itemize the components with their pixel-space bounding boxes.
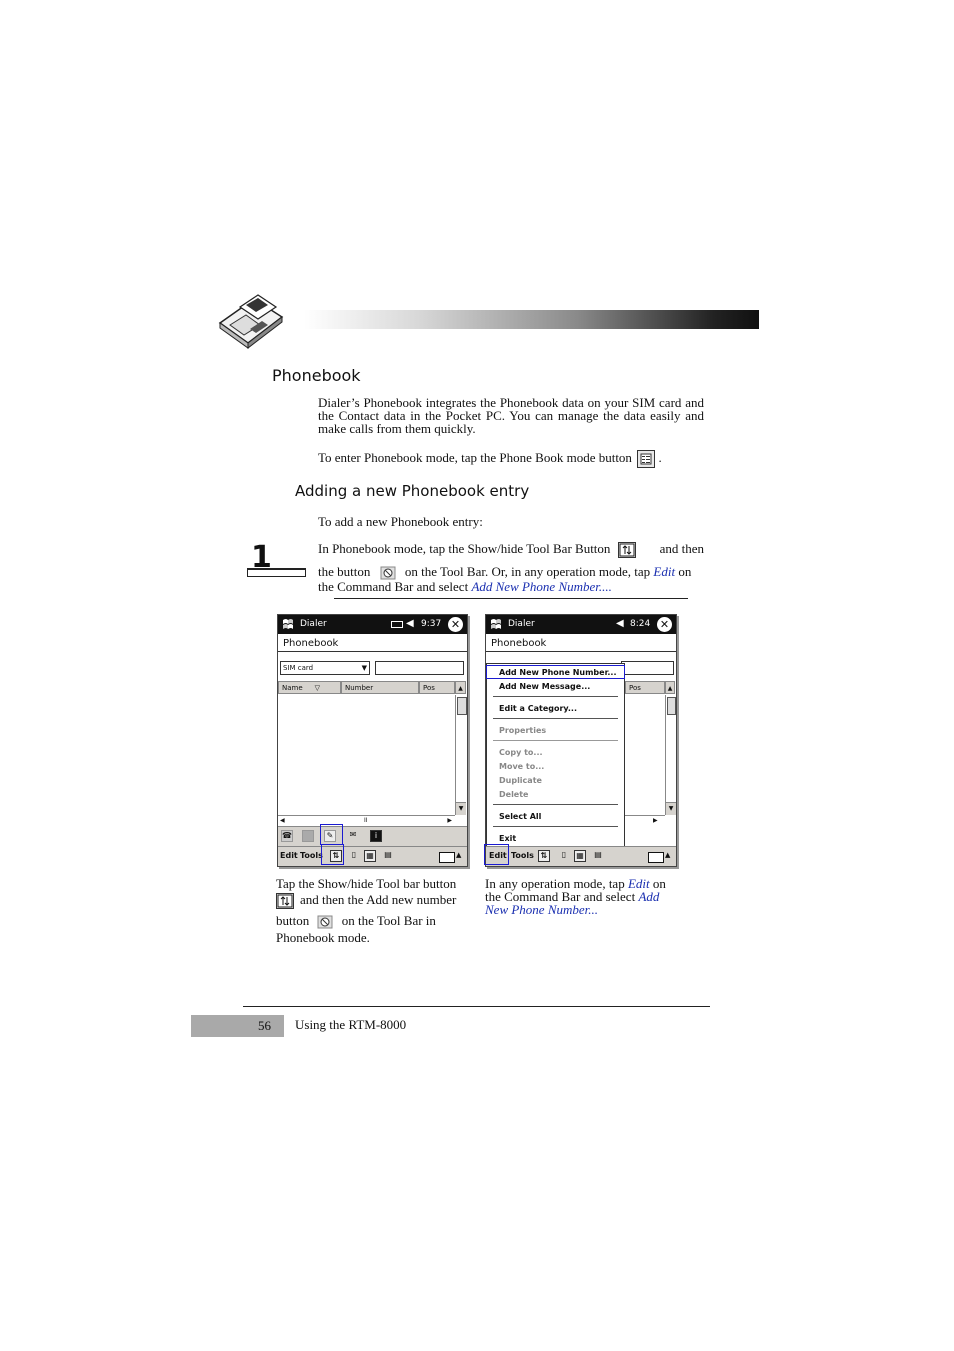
card-tool-icon[interactable]	[302, 830, 314, 842]
menu-separator	[493, 718, 618, 719]
title-bar	[278, 615, 467, 634]
enter-mode-text: To enter Phonebook mode, tap the Phone Book mode button	[318, 449, 632, 465]
dropdown-arrow-icon: ▼	[361, 664, 367, 672]
vertical-scrollbar[interactable]	[665, 695, 676, 815]
keyboard-icon[interactable]	[648, 852, 664, 863]
command-bar	[486, 846, 676, 866]
step-underline	[247, 568, 306, 577]
menu-separator	[493, 826, 618, 827]
caption-left-line-1: Tap the Show/hide Tool bar button	[276, 876, 457, 891]
footer-text: Using the RTM-8000	[295, 1017, 407, 1032]
menu-add-new-message[interactable]: Add New Message...	[499, 682, 591, 691]
menu-select-all[interactable]: Select All	[499, 812, 542, 821]
command-bar	[278, 846, 467, 866]
history-mode-icon[interactable]: ▤	[594, 850, 602, 859]
menu-properties: Properties	[499, 726, 547, 735]
col-pos-label: Pos	[629, 684, 641, 692]
search-input[interactable]	[621, 661, 674, 675]
header-gradient-bar	[304, 310, 759, 329]
screenshot-left	[277, 614, 468, 867]
highlight-show-hide-button	[321, 844, 344, 865]
scroll-thumb[interactable]	[457, 697, 467, 715]
windows-start-icon[interactable]	[281, 617, 295, 631]
page-number-tab	[191, 1015, 284, 1037]
section-title: Phonebook	[272, 366, 361, 385]
scroll-right-button[interactable]: ▶	[447, 817, 452, 824]
caption-left	[276, 877, 471, 944]
show-hide-toolbar-icon	[276, 893, 294, 909]
speaker-icon: ◀	[616, 618, 624, 629]
battery-icon	[391, 621, 403, 628]
vertical-scrollbar[interactable]	[455, 695, 467, 815]
keyboard-arrow-icon[interactable]: ▲	[665, 851, 671, 859]
step-line-1-a: In Phonebook mode, tap the Show/hide Tool Bar Button	[318, 541, 611, 556]
sim-mode-icon[interactable]: ▯	[561, 850, 567, 859]
edit-link[interactable]: Edit	[653, 564, 676, 579]
enter-mode-end: .	[658, 449, 662, 465]
hscroll-thumb[interactable]: II	[364, 817, 368, 824]
speaker-icon: ◀	[406, 618, 414, 629]
intro-paragraph: Dialer’s Phonebook integrates the Phonebook data on your SIM card and the Contact data in the Pocket PC. You can manage the data easily and make calls from them quickly.	[318, 395, 704, 436]
highlight-edit-menu	[484, 844, 509, 865]
tool-bar	[278, 826, 467, 846]
search-input[interactable]	[375, 661, 464, 675]
menu-separator	[493, 740, 618, 741]
subtitle-text: Phonebook	[283, 638, 339, 649]
col-name[interactable]	[278, 681, 341, 694]
subtitle-bar	[486, 635, 676, 652]
caption-new-phone-number-link[interactable]: New Phone Number...	[485, 902, 599, 917]
dial-tool-icon[interactable]: ☎	[282, 831, 292, 840]
step-marker	[247, 540, 308, 581]
enter-mode-paragraph	[318, 450, 662, 468]
menu-duplicate: Duplicate	[499, 776, 542, 785]
col-number[interactable]	[341, 681, 419, 694]
screenshot-right	[485, 614, 677, 867]
caption-left-line-3-b: on the Tool Bar in	[341, 913, 436, 929]
step-line-3-a: the Command Bar and select	[318, 579, 469, 594]
page-number: 56	[258, 1018, 271, 1033]
scroll-left-button[interactable]: ◀	[280, 817, 285, 824]
footer-rule	[243, 1006, 710, 1007]
menu-separator	[493, 804, 618, 805]
scroll-right-button[interactable]: ▶	[653, 817, 658, 824]
caption-right-line-2-a: the Command Bar and select	[485, 889, 636, 904]
step-line-2-b: on the Tool Bar. Or, in any operation mode, tap	[404, 564, 651, 579]
sort-icon: ▽	[314, 684, 321, 692]
add-number-tool-icon	[380, 566, 396, 580]
scroll-thumb[interactable]	[667, 697, 676, 715]
col-name-label: Name	[282, 684, 303, 692]
add-new-phone-number-link[interactable]: Add New Phone Number....	[471, 579, 612, 594]
chapter-icon	[216, 293, 286, 349]
title-bar	[486, 615, 676, 634]
caption-left-line-3-a: button	[276, 913, 310, 929]
col-pos-label: Pos	[423, 684, 435, 692]
step-line-2-c: on	[678, 564, 692, 579]
keyboard-icon[interactable]	[439, 852, 455, 863]
menu-add-new-phone-number[interactable]: Add New Phone Number...	[499, 668, 617, 677]
phonebook-mode-button[interactable]: ▦	[574, 850, 586, 862]
windows-start-icon[interactable]	[489, 617, 503, 631]
add-number-tool-icon[interactable]: ✎	[324, 830, 336, 842]
horizontal-scrollbar-right[interactable]	[625, 815, 665, 827]
phonebook-mode-button[interactable]: ▦	[364, 850, 376, 862]
clock: 8:24	[630, 619, 651, 629]
menu-separator	[493, 696, 618, 697]
step-number: 1	[251, 540, 272, 575]
caption-left-line-2-text: and then the Add new number	[300, 892, 457, 907]
app-title: Dialer	[300, 619, 327, 629]
clock: 9:37	[421, 619, 442, 629]
scroll-down-button[interactable]: ▼	[666, 802, 676, 815]
scroll-up-button[interactable]: ▲	[455, 681, 466, 694]
menu-edit-category[interactable]: Edit a Category...	[499, 704, 578, 713]
phonebook-mode-icon	[637, 450, 655, 468]
step-line-1	[318, 542, 704, 558]
col-pos[interactable]	[419, 681, 455, 694]
scroll-up-button[interactable]: ▲	[665, 681, 675, 694]
message-tool-icon[interactable]: ✉	[349, 830, 357, 839]
keyboard-arrow-icon[interactable]: ▲	[456, 851, 462, 859]
sim-dropdown[interactable]	[280, 661, 370, 675]
caption-left-line-4: Phonebook mode.	[276, 930, 370, 946]
subsection-lead: To add a new Phonebook entry:	[318, 514, 483, 529]
close-icon[interactable]: ✕	[448, 617, 463, 632]
col-number-label: Number	[345, 684, 374, 692]
tools-menu[interactable]: Tools	[511, 851, 534, 860]
sim-dropdown-value: SIM card	[283, 664, 314, 672]
show-hide-toolbar-icon	[618, 542, 636, 558]
add-number-tool-icon	[317, 915, 333, 929]
caption-edit-link[interactable]: Edit	[627, 876, 650, 891]
history-mode-icon[interactable]: ▤	[384, 850, 392, 859]
highlight-add-new-phone-number	[486, 665, 625, 679]
menu-copy-to: Copy to...	[499, 748, 543, 757]
edit-menu[interactable]: Edit	[280, 851, 298, 860]
step-line-2	[318, 565, 704, 580]
tools-menu[interactable]: Tools	[300, 851, 323, 860]
sim-mode-icon[interactable]: ▯	[351, 850, 357, 859]
show-hide-toolbar-button[interactable]: ⇅	[538, 850, 550, 862]
highlight-add-number-button	[320, 824, 343, 845]
edit-popup-menu	[486, 663, 625, 847]
edit-menu[interactable]: Edit	[489, 851, 507, 860]
caption-add-link[interactable]: Add	[638, 889, 660, 904]
close-icon[interactable]: ✕	[657, 617, 672, 632]
info-tool-icon[interactable]: i	[370, 830, 382, 842]
caption-left-line-2	[276, 893, 471, 909]
menu-exit[interactable]: Exit	[499, 834, 517, 843]
caption-right-line-1-a: In any operation mode, tap	[485, 876, 625, 891]
col-pos[interactable]	[625, 681, 665, 694]
step-line-1-b: and then	[659, 541, 704, 556]
caption-right-line-1-b: on	[652, 876, 666, 891]
caption-left-line-3	[276, 914, 471, 929]
app-title: Dialer	[508, 619, 535, 629]
subsection-title: Adding a new Phonebook entry	[295, 482, 530, 500]
caption-right	[485, 877, 680, 916]
step-line-3	[318, 580, 612, 593]
scroll-down-button[interactable]: ▼	[456, 802, 466, 815]
menu-move-to: Move to...	[499, 762, 545, 771]
list-header	[278, 681, 467, 695]
menu-delete: Delete	[499, 790, 529, 799]
subtitle-text: Phonebook	[491, 638, 547, 649]
subtitle-bar	[278, 635, 467, 652]
step-rule	[334, 598, 688, 599]
step-line-2-a: the button	[318, 564, 371, 579]
show-hide-toolbar-button[interactable]: ⇅	[330, 850, 342, 862]
